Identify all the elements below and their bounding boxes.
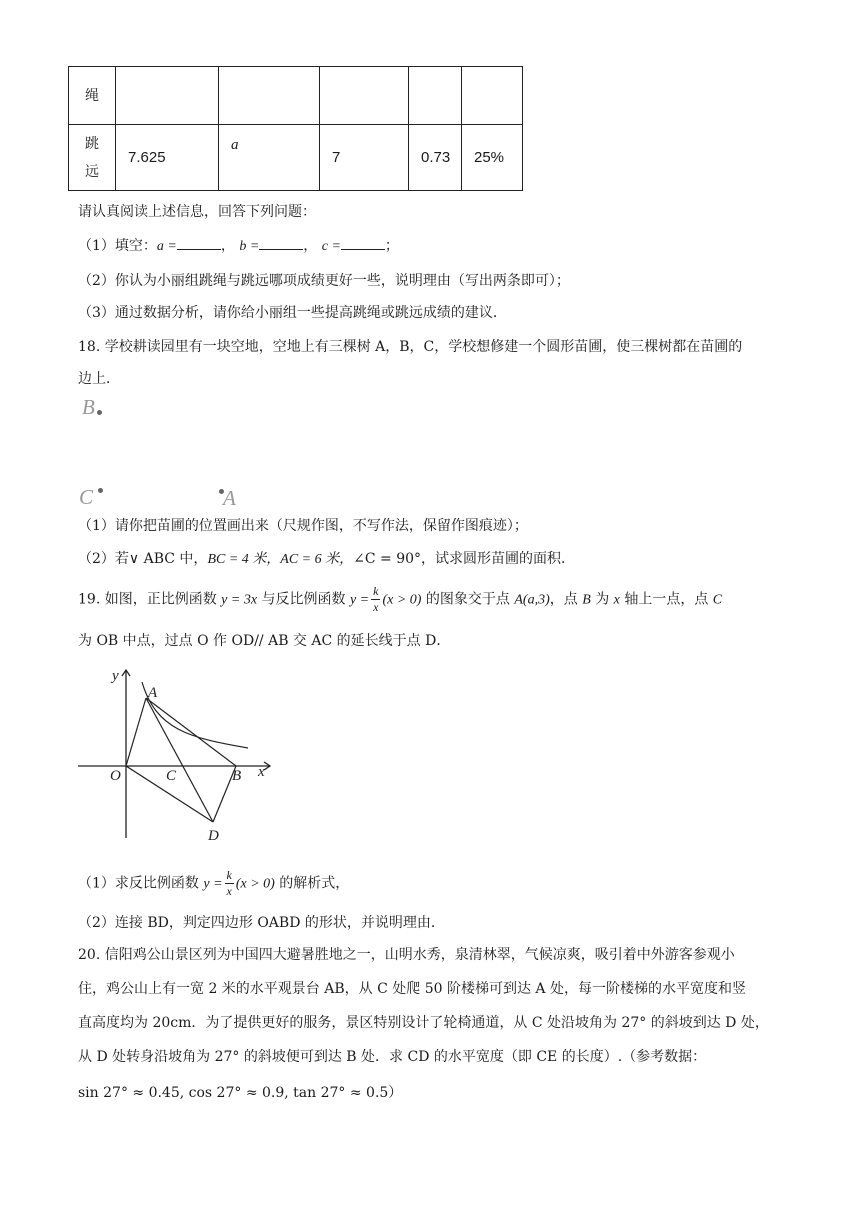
point-a-label: A — [223, 486, 236, 510]
q18-part2: （2）若∨ ABC 中，BC = 4 米，AC = 6 米，∠C = 90°，试求圆形苗圃的面积． — [78, 551, 576, 567]
statistics-table — [68, 66, 523, 191]
label-x: x — [258, 764, 265, 780]
answer-blank-c[interactable] — [341, 235, 385, 250]
q19-stem-line2: 为 OB 中点，过点 O 作 OD// AB 交 AC 的延长线于点 D． — [78, 633, 451, 649]
table-row-long-jump — [69, 125, 523, 191]
label-d: D — [208, 828, 219, 844]
point-c-label: C — [79, 485, 94, 509]
row-label: 跳 远 — [69, 125, 116, 191]
fraction-k-over-x: $\frac{k}{x}$ — [226, 868, 232, 898]
q17-part1: （1）填空：a = ， b = ， c = ； — [78, 235, 399, 255]
q17-part2: （2）你认为小丽组跳绳与跳远哪项成绩更好一些，说明理由（写出两条即可）； — [78, 273, 570, 289]
intro-text: 请认真阅读上述信息，回答下列问题： — [78, 204, 316, 220]
q18-stem-line1: 18. 学校耕读园里有一块空地，空地上有三棵树 A，B，C，学校想修建一个圆形苗圃，使三棵树都在苗圃的 — [78, 339, 743, 355]
line-oa — [126, 698, 146, 766]
q17-part3: （3）通过数据分析，请你给小丽组一些提高跳绳或跳远成绩的建议． — [78, 305, 507, 321]
label-b: B — [232, 768, 242, 784]
label-c: C — [166, 768, 177, 784]
line-ad — [146, 698, 213, 822]
q19-coordinate-figure — [70, 660, 280, 850]
table-cell — [462, 67, 523, 125]
q20-line1: 20. 信阳鸡公山景区列为中国四大避暑胜地之一，山明水秀，泉清林翠，气候凉爽，吸引着中外游客参观小 — [78, 947, 735, 963]
hyperbola-curve — [142, 682, 248, 748]
q20-line4: 从 D 处转身沿坡角为 27° 的斜坡便可到达 B 处．求 CD 的水平宽度（即 CE 的长度）.（参考数据： — [78, 1049, 707, 1065]
label-a: A — [148, 685, 158, 701]
q19-part2: （2）连接 BD，判定四边形 OABD 的形状，并说明理由． — [78, 915, 445, 931]
table-row-rope — [69, 67, 523, 125]
table-cell — [409, 67, 462, 125]
variance-cell: 0.73 — [409, 125, 462, 191]
median-cell: a — [219, 125, 320, 191]
point-b-dot — [97, 410, 102, 415]
table-cell — [116, 67, 219, 125]
q18-part1: （1）请你把苗圃的位置画出来（尺规作图，不写作法，保留作图痕迹）； — [78, 518, 528, 534]
mode-cell: 7 — [320, 125, 409, 191]
segment-ab — [146, 698, 236, 766]
q20-reference-data: sin 27° ≈ 0.45, cos 27° ≈ 0.9, tan 27° ≈ 0.5） — [78, 1085, 403, 1101]
table-cell — [219, 67, 320, 125]
label-y: y — [112, 668, 119, 684]
answer-blank-b[interactable] — [259, 235, 303, 250]
q20-line2: 住，鸡公山上有一宽 2 米的水平观景台 AB，从 C 处爬 50 阶楼梯可到达 A 处，每一阶楼梯的水平宽度和竖 — [78, 981, 746, 997]
point-c-dot — [98, 488, 103, 493]
answer-blank-a[interactable] — [177, 235, 221, 250]
q19-part1: （1）求反比例函数 y = $\frac{k}{x}$ (x > 0) 的解析式， — [78, 868, 350, 898]
table-cell — [320, 67, 409, 125]
mean-cell: 7.625 — [116, 125, 219, 191]
q18-stem-line2: 边上． — [78, 371, 120, 387]
q19-stem-line1: 19. 如图，正比例函数 y = 3x 与反比例函数 y = $\frac{k}{x}$ (x > 0) 的图象交于点 A(a,3)，点 B 为 x 轴上一点，点 C — [78, 584, 723, 614]
q20-line3: 直高度均为 20cm．为了提供更好的服务，景区特别设计了轮椅通道，从 C 处沿坡角为 27° 的斜坡到达 D 处， — [78, 1015, 769, 1031]
fraction-k-over-x: $\frac{k}{x}$ — [373, 584, 379, 614]
row-label: 绳 — [69, 67, 116, 125]
point-b-label: B — [82, 395, 95, 419]
rate-cell: 25% — [462, 125, 523, 191]
label-o: O — [110, 768, 121, 784]
